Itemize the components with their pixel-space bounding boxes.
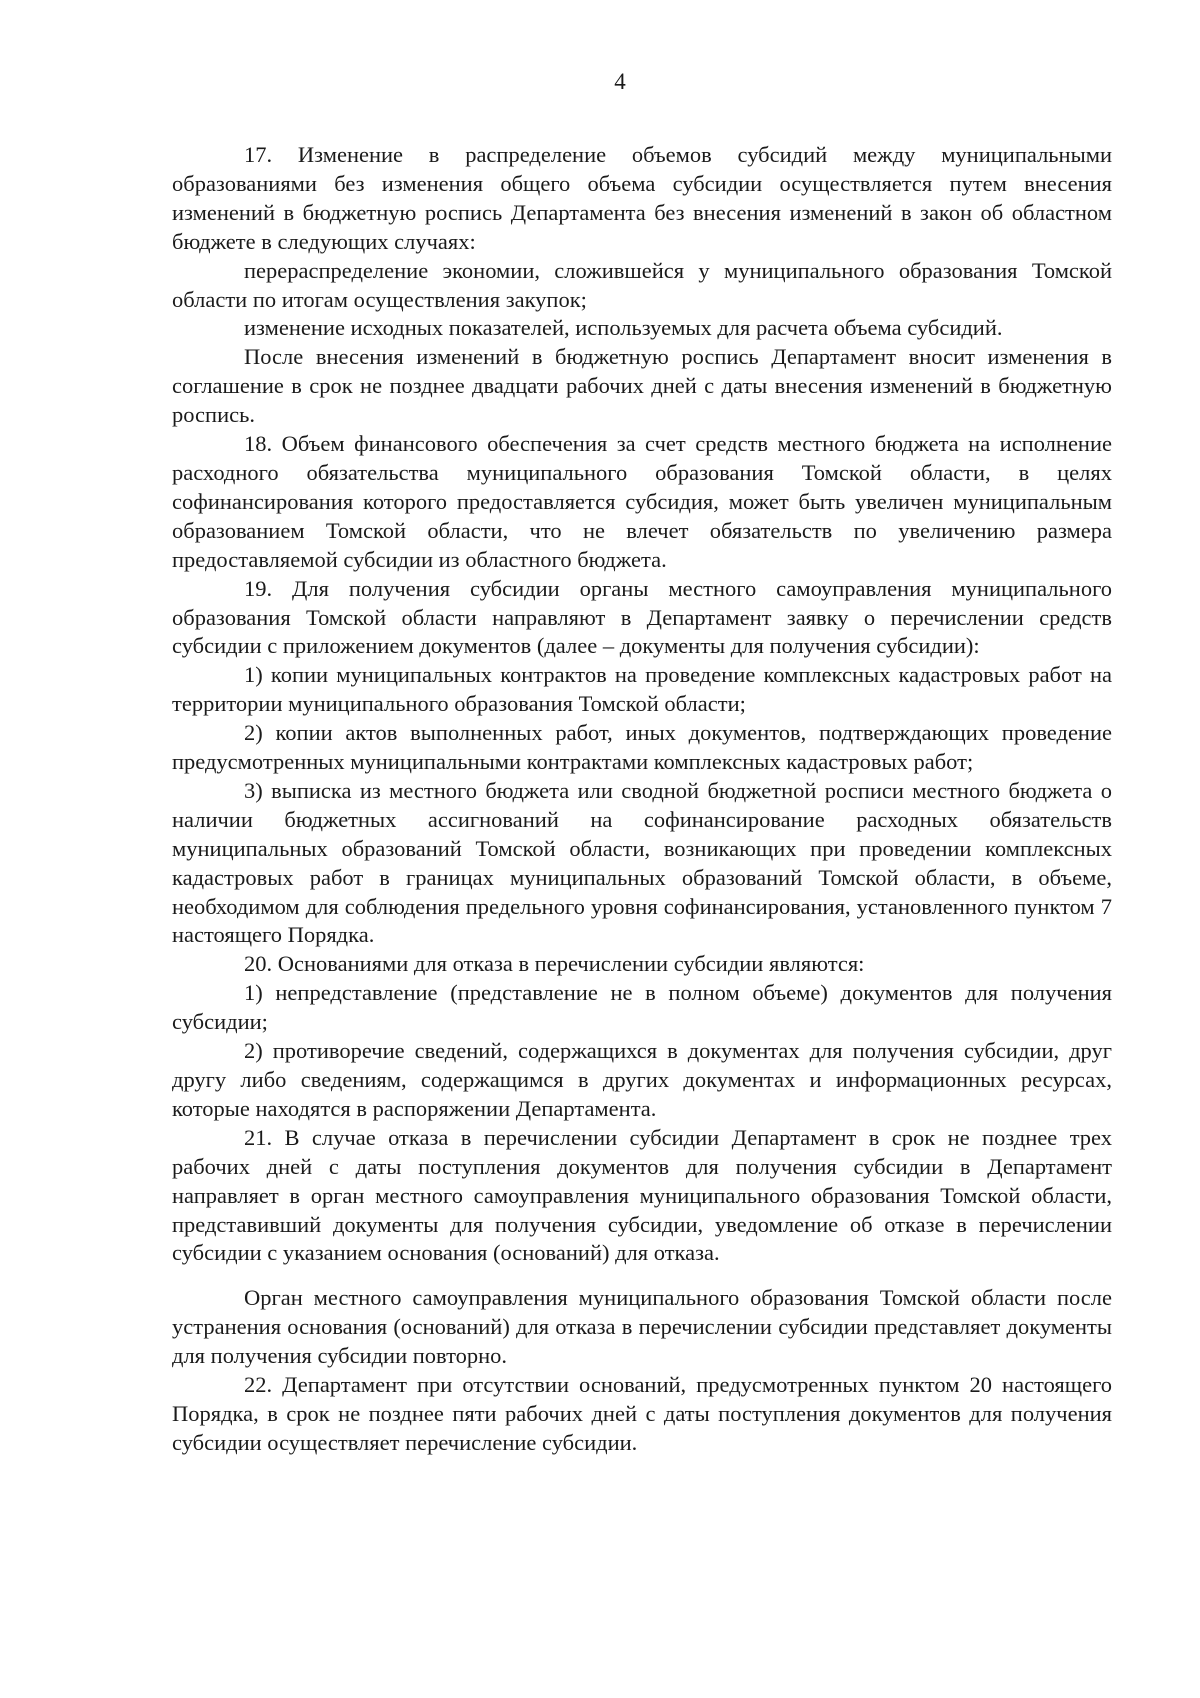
paragraph-19-item-2: 2) копии актов выполненных работ, иных документов, подтверждающих проведение предусмотренных муниципальными контрактами комплексных кадастровых работ;: [172, 720, 1112, 775]
paragraph-17: 17. Изменение в распределение объемов субсидий между муниципальными образованиями без изменения общего объема субсидии осуществляется путем внесения изменений в бюджетную роспись Департамента без внесения изменений в закон об областном бюджете в следующих случаях:: [172, 142, 1112, 254]
paragraph-17-case-1: перераспределение экономии, сложившейся у муниципального образования Томской области по итогам осуществления закупок;: [172, 257, 1112, 312]
paragraph-22: 22. Департамент при отсутствии оснований, предусмотренных пунктом 20 настоящего Порядка, в срок не позднее пяти рабочих дней с даты поступления документов для получения субсидии осуществляет перечисление субсидии.: [172, 1372, 1112, 1455]
paragraph-17-after: После внесения изменений в бюджетную роспись Департамент вносит изменения в соглашение в срок не позднее двадцати рабочих дней с даты внесения изменений в бюджетную роспись.: [172, 344, 1112, 428]
document-body: [172, 141, 1112, 1458]
paragraph-20: 20. Основаниями для отказа в перечислении субсидии являются:: [244, 951, 865, 977]
paragraph-17-case-2: изменение исходных показателей, используемых для расчета объема субсидий.: [244, 315, 1003, 341]
paragraph-20-item-1: 1) непредставление (представление не в полном объеме) документов для получения субсидии;: [172, 980, 1112, 1035]
page-number: 4: [614, 69, 626, 94]
paragraph-18: 18. Объем финансового обеспечения за счет средств местного бюджета на исполнение расходного обязательства муниципального образования Томской области, в целях софинансирования которого предоставляется субсидия, может быть увеличен муниципальным образованием Томской области, что не влечет обязательств по увеличению размера предоставляемой субсидии из областного бюджета.: [172, 431, 1112, 572]
paragraph-21-continuation: Орган местного самоуправления муниципального образования Томской области после устранения основания (оснований) для отказа в перечислении субсидии представляет документы для получения субсидии повторно.: [172, 1285, 1112, 1369]
paragraph-20-item-2: 2) противоречие сведений, содержащихся в документах для получения субсидии, друг другу либо сведениям, содержащимся в других документах и информационных ресурсах, которые находятся в распоряжении Департамента.: [172, 1038, 1112, 1121]
paragraph-19-item-3: 3) выписка из местного бюджета или сводной бюджетной росписи местного бюджета о наличии бюджетных ассигнований на софинансирование расходных обязательств муниципальных образований Томской области, возникающих при проведении комплексных кадастровых работ в границах муниципальных образований Томской области, в объеме, необходимом для соблюдения предельного уровня софинансирования, установленного пунктом 7 настоящего Порядка.: [172, 777, 1112, 948]
paragraph-19-item-1: 1) копии муниципальных контрактов на проведение комплексных кадастровых работ на территории муниципального образования Томской области;: [172, 662, 1112, 717]
paragraph-21: 21. В случае отказа в перечислении субсидии Департамент в срок не позднее трех рабочих дней с даты поступления документов для получения субсидии в Департамент направляет в орган местного самоуправления муниципального образования Томской области, представивший документы для получения субсидии, уведомление об отказе в перечислении субсидии с указанием основания (оснований) для отказа.: [172, 1124, 1112, 1266]
paragraph-19: 19. Для получения субсидии органы местного самоуправления муниципального образования Томской области направляют в Департамент заявку о перечислении средств субсидии с приложением документов (далее – документы для получения субсидии):: [172, 575, 1112, 659]
